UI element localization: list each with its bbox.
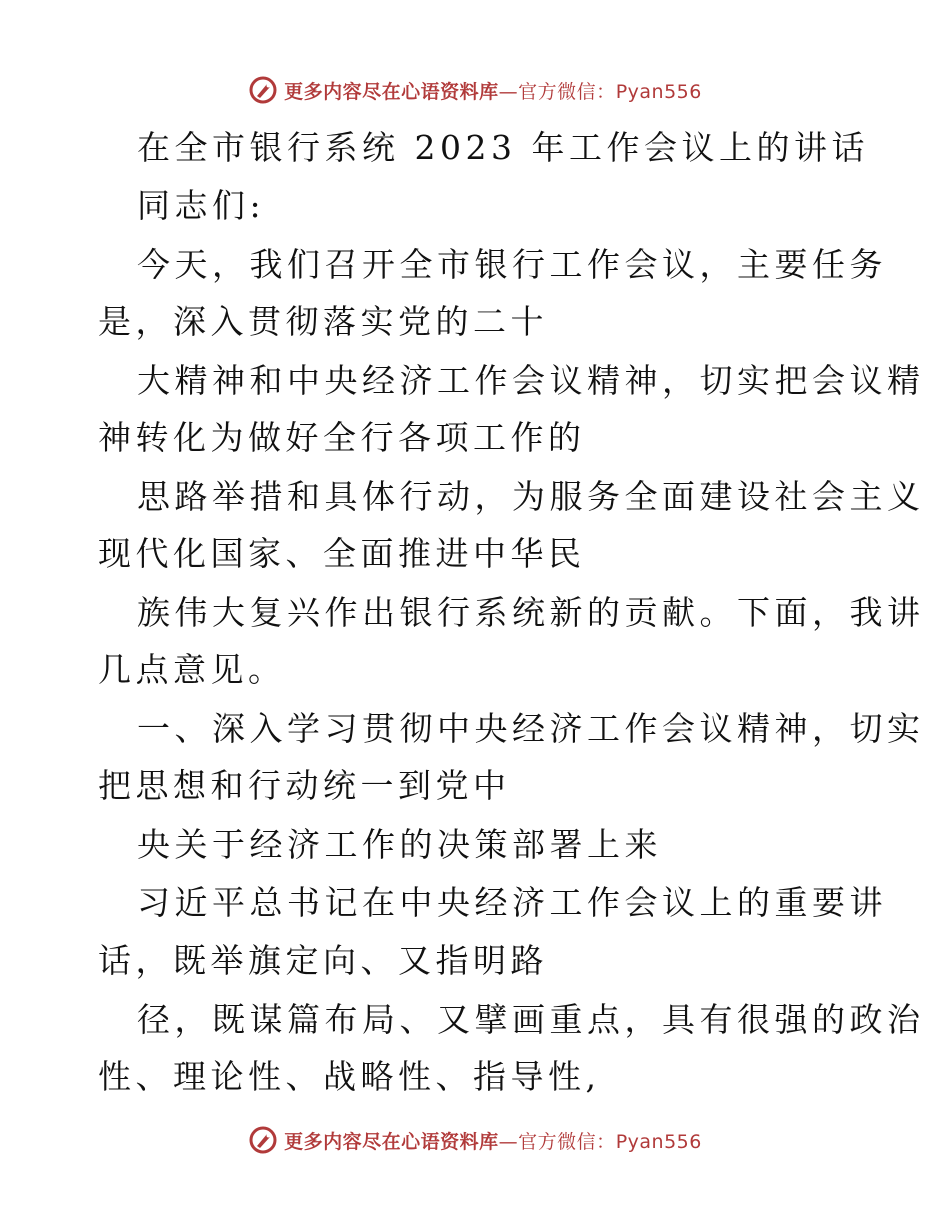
document-title: 在全市银行系统 2023 年工作会议上的讲话 [137,128,869,167]
paragraph-line: 习近平总书记在中央经济工作会议上的重要讲 [137,883,887,922]
paragraph-line: 今天，我们召开全市银行工作会议，主要任务 [137,245,887,284]
watermark-banner-top [0,70,950,110]
watermark-text [284,1127,702,1154]
watermark-separator: — [498,1130,519,1153]
paragraph-line: 是，深入贯彻落实党的二十 [98,302,548,341]
watermark-separator: — [498,80,519,103]
paragraph-line: 族伟大复兴作出银行系统新的贡献。下面，我讲 [137,593,925,632]
pen-nib-circle-icon [248,1125,278,1155]
paragraph-line: 几点意见。 [98,650,286,689]
section-heading-line: 央关于经济工作的决策部署上来 [137,825,662,864]
section-heading-line: 一、深入学习贯彻中央经济工作会议精神，切实 [137,709,925,748]
paragraph-line: 思路举措和具体行动，为服务全面建设社会主义 [137,477,925,516]
section-heading-line: 把思想和行动统一到党中 [98,766,511,805]
paragraph-line: 大精神和中央经济工作会议精神，切实把会议精 [137,361,925,400]
watermark-official-label: 官方微信： [518,1130,616,1153]
watermark-wechat-id: Pyan556 [615,80,702,103]
paragraph-line: 径，既谋篇布局、又擘画重点，具有很强的政治 [137,1000,925,1039]
watermark-wechat-id: Pyan556 [615,1130,702,1153]
paragraph-line: 神转化为做好全行各项工作的 [98,418,586,457]
salutation: 同志们: [137,186,266,225]
watermark-text [284,77,702,104]
paragraph-line: 话，既举旗定向、又指明路 [98,941,548,980]
watermark-brand: 更多内容尽在心语资料库 [284,80,499,103]
watermark-banner-bottom [0,1120,950,1160]
watermark-official-label: 官方微信： [518,80,616,103]
paragraph-line: 现代化国家、全面推进中华民 [98,534,586,573]
pen-nib-circle-icon [248,75,278,105]
watermark-brand: 更多内容尽在心语资料库 [284,1130,499,1153]
paragraph-line: 性、理论性、战略性、指导性, [98,1057,601,1096]
